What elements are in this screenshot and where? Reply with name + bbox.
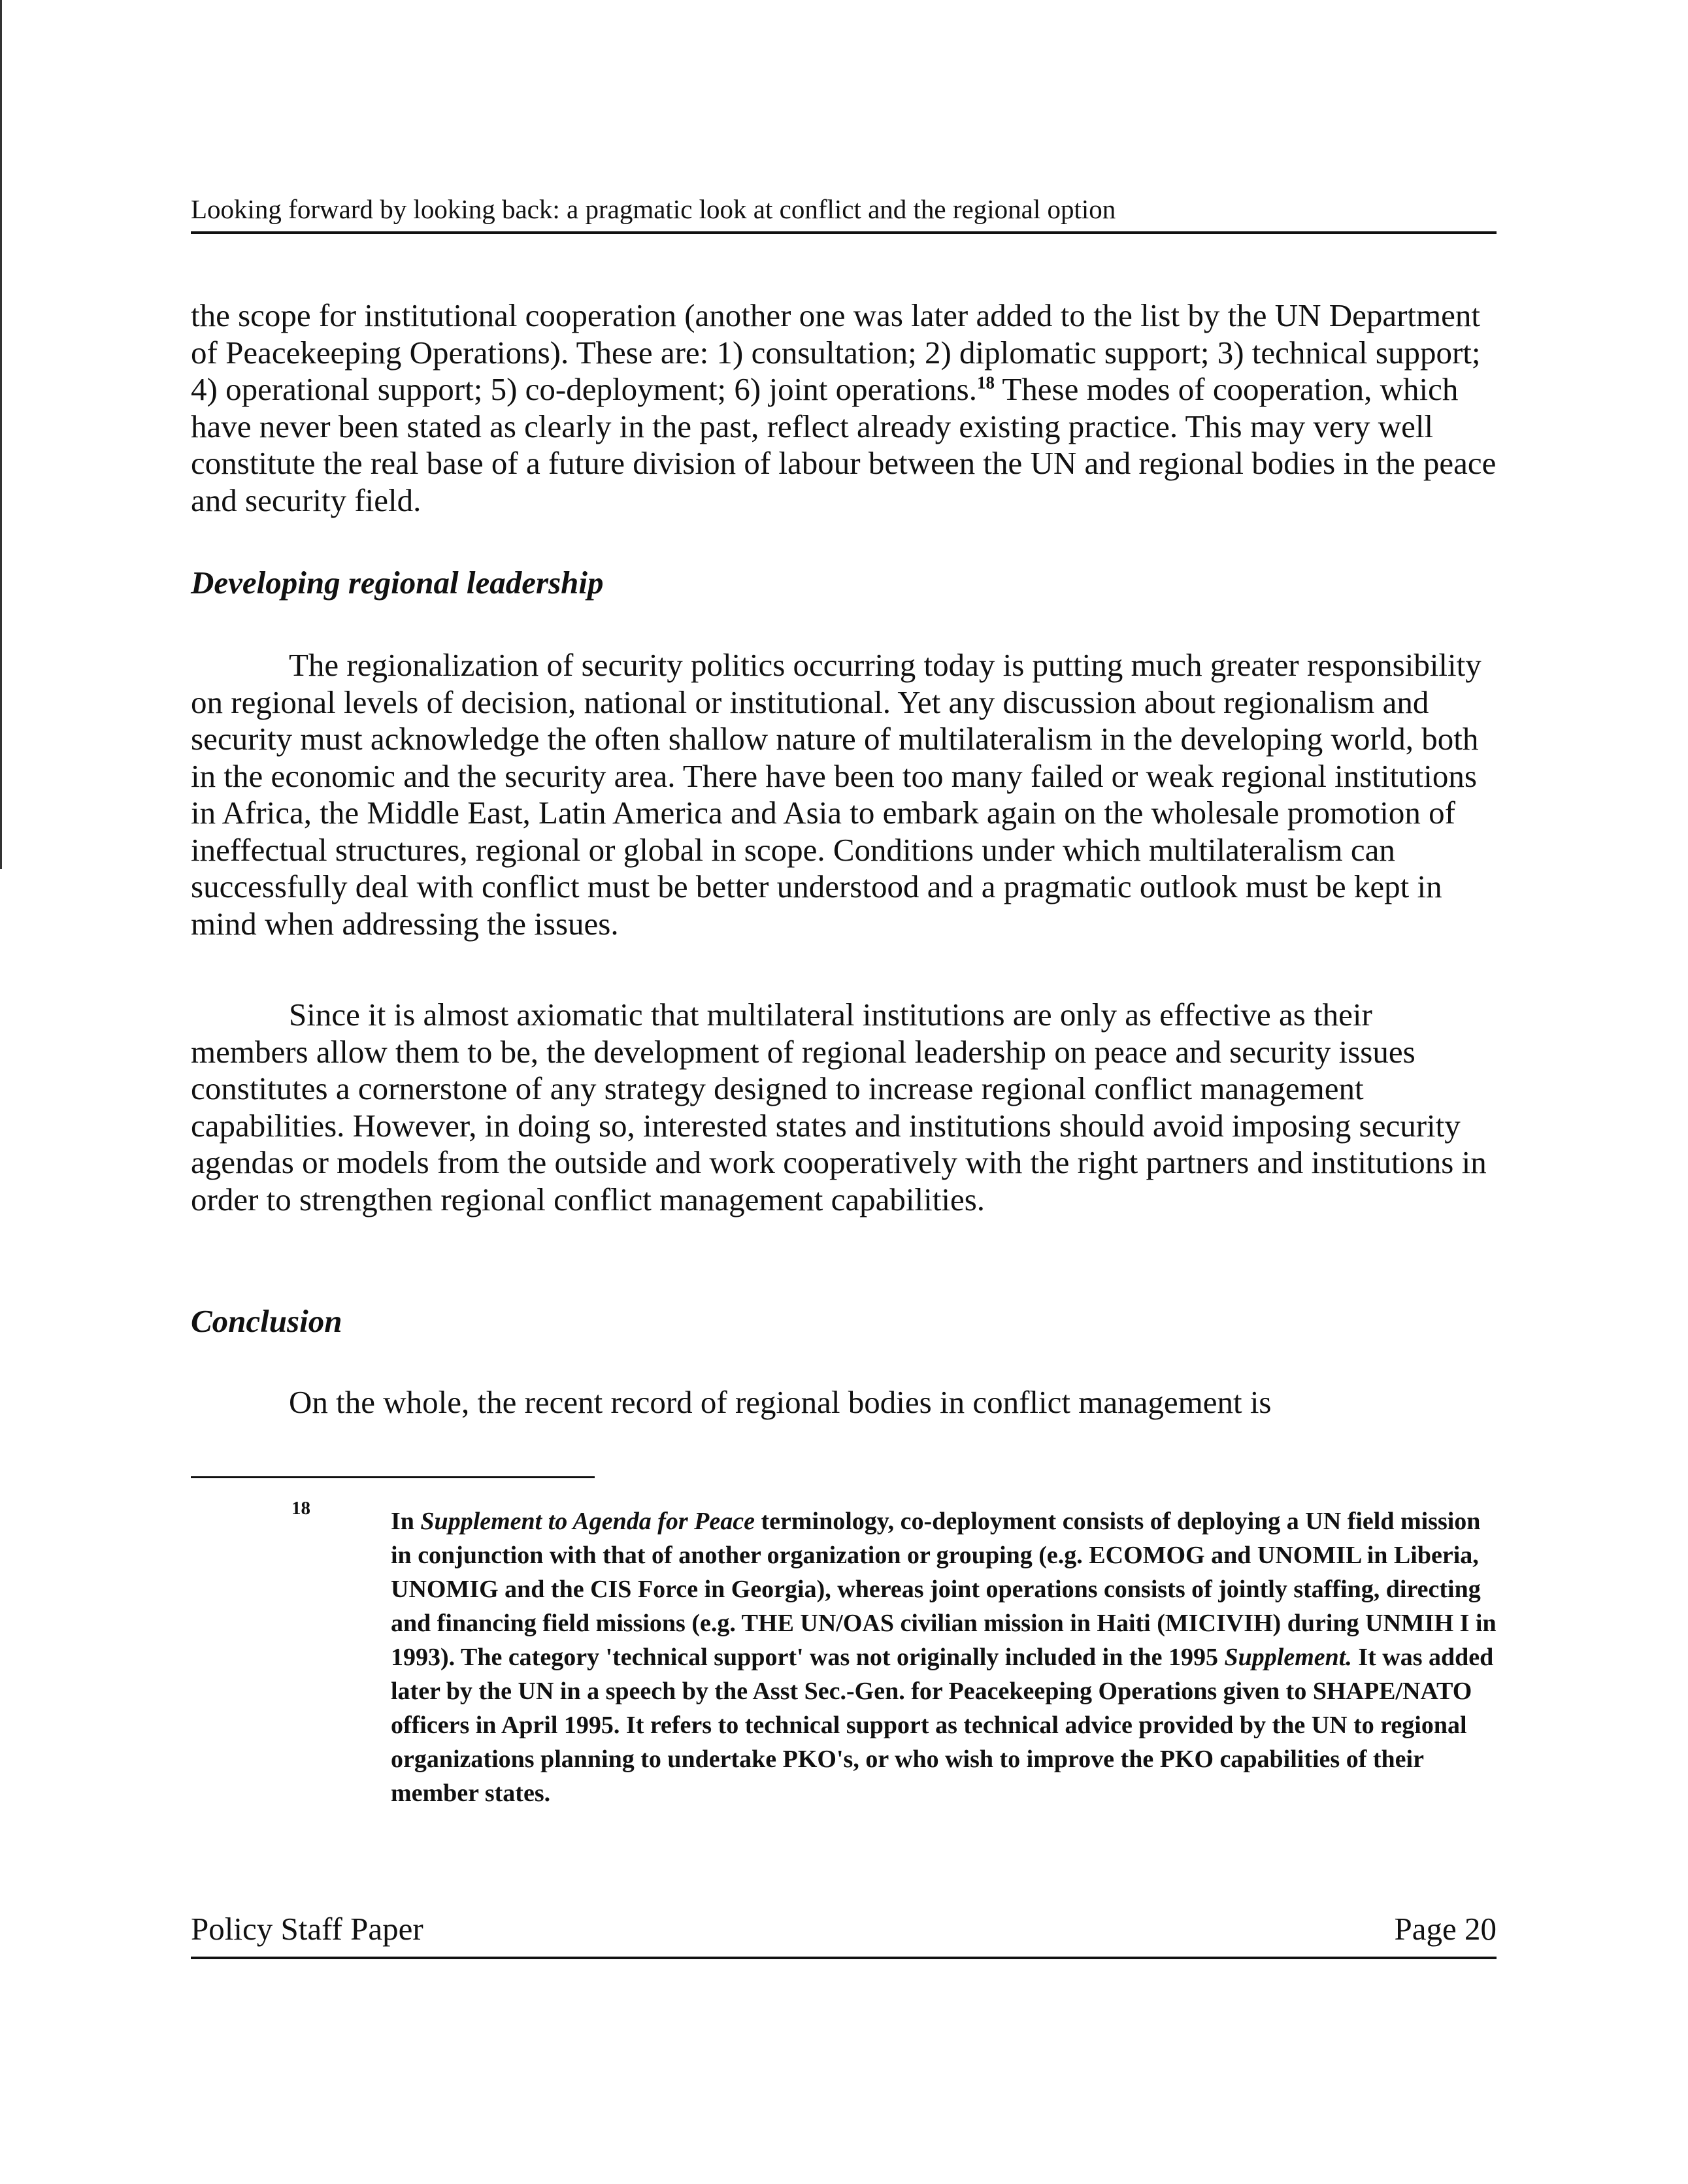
footnote-number: 18: [291, 1498, 310, 1519]
section-heading: Developing regional leadership: [191, 565, 604, 601]
footnote-text: In Supplement to Agenda for Peace terminology, co-deployment consists of deploying a UN field mission in conjunction with that of another organization or grouping (e.g. ECOMOG and UNOMIL in Liberia, UNOMIG and the CIS Force in Georgia), whereas joint operations consists of jointly staffing, directing and financing field missions (e.g. THE UN/OAS civilian mission in Haiti (MICIVIH) during UNMIH I in 1993). The category 'technical support' was not originally included in the 1995 Supplement. It was added later by the UN in a speech by the Asst Sec.-Gen. for Peacekeeping Operations given to SHAPE/NATO officers in April 1995. It refers to technical support as technical advice provided by the UN to regional organizations planning to undertake PKO's, or who wish to improve the PKO capabilities of their member states.: [391, 1508, 1497, 1807]
paragraph-text: The regionalization of security politics occurring today is putting much greater responsibility on regional levels of decision, national or institutional. Yet any discussion about regionalism and security must acknowledge the often shallow nature of multilateralism in the developing world, both in the economic and the security area. There have been too many failed or weak regional institutions in Africa, the Middle East, Latin America and Asia to embark again on the wholesale promotion of ineffectual structures, regional or global in scope. Conditions under which multilateralism can successfully deal with conflict must be better understood and a pragmatic outlook must be kept in mind when addressing the issues.: [191, 647, 1481, 942]
section-heading: Conclusion: [191, 1303, 342, 1339]
scan-edge: [0, 0, 2, 869]
paragraph: [191, 1384, 1497, 1421]
paragraph-text: Since it is almost axiomatic that multilateral institutions are only as effective as their members allow them to be, the development of regional leadership on peace and security issues constitutes a cornerstone of any strategy designed to increase regional conflict management capabilities. However, in doing so, interested states and institutions should avoid imposing security agendas or models from the outside and work cooperatively with the right partners and institutions in order to strengthen regional conflict management capabilities.: [191, 997, 1487, 1217]
paragraph: [191, 647, 1497, 942]
page-number: Page 20: [1394, 1911, 1497, 1947]
header-rule: [191, 231, 1497, 234]
paragraph-continued: [191, 297, 1497, 519]
paragraph-text: the scope for institutional cooperation (another one was later added to the list by the UN Department of Peacekeeping Operations). These are: 1) consultation; 2) diplomatic support; 3) technical support; 4) operational support; 5) co-deployment; 6) joint operations.: [191, 297, 1481, 407]
footnote-separator: [191, 1476, 595, 1478]
running-head: Looking forward by looking back: a pragmatic look at conflict and the regional option: [191, 194, 1116, 224]
footer-title: Policy Staff Paper: [191, 1911, 423, 1947]
paragraph: [191, 997, 1497, 1218]
paragraph-text: On the whole, the recent record of regional bodies in conflict management is: [289, 1384, 1272, 1420]
footer-rule: [191, 1957, 1497, 1959]
paragraph-text: These modes of cooperation, which have never been stated as clearly in the past, reflect already existing practice. This may very well constitute the real base of a future division of labour between the UN and regional bodies in the peace and security field.: [191, 371, 1497, 518]
footnote-reference[interactable]: 18: [976, 372, 995, 393]
